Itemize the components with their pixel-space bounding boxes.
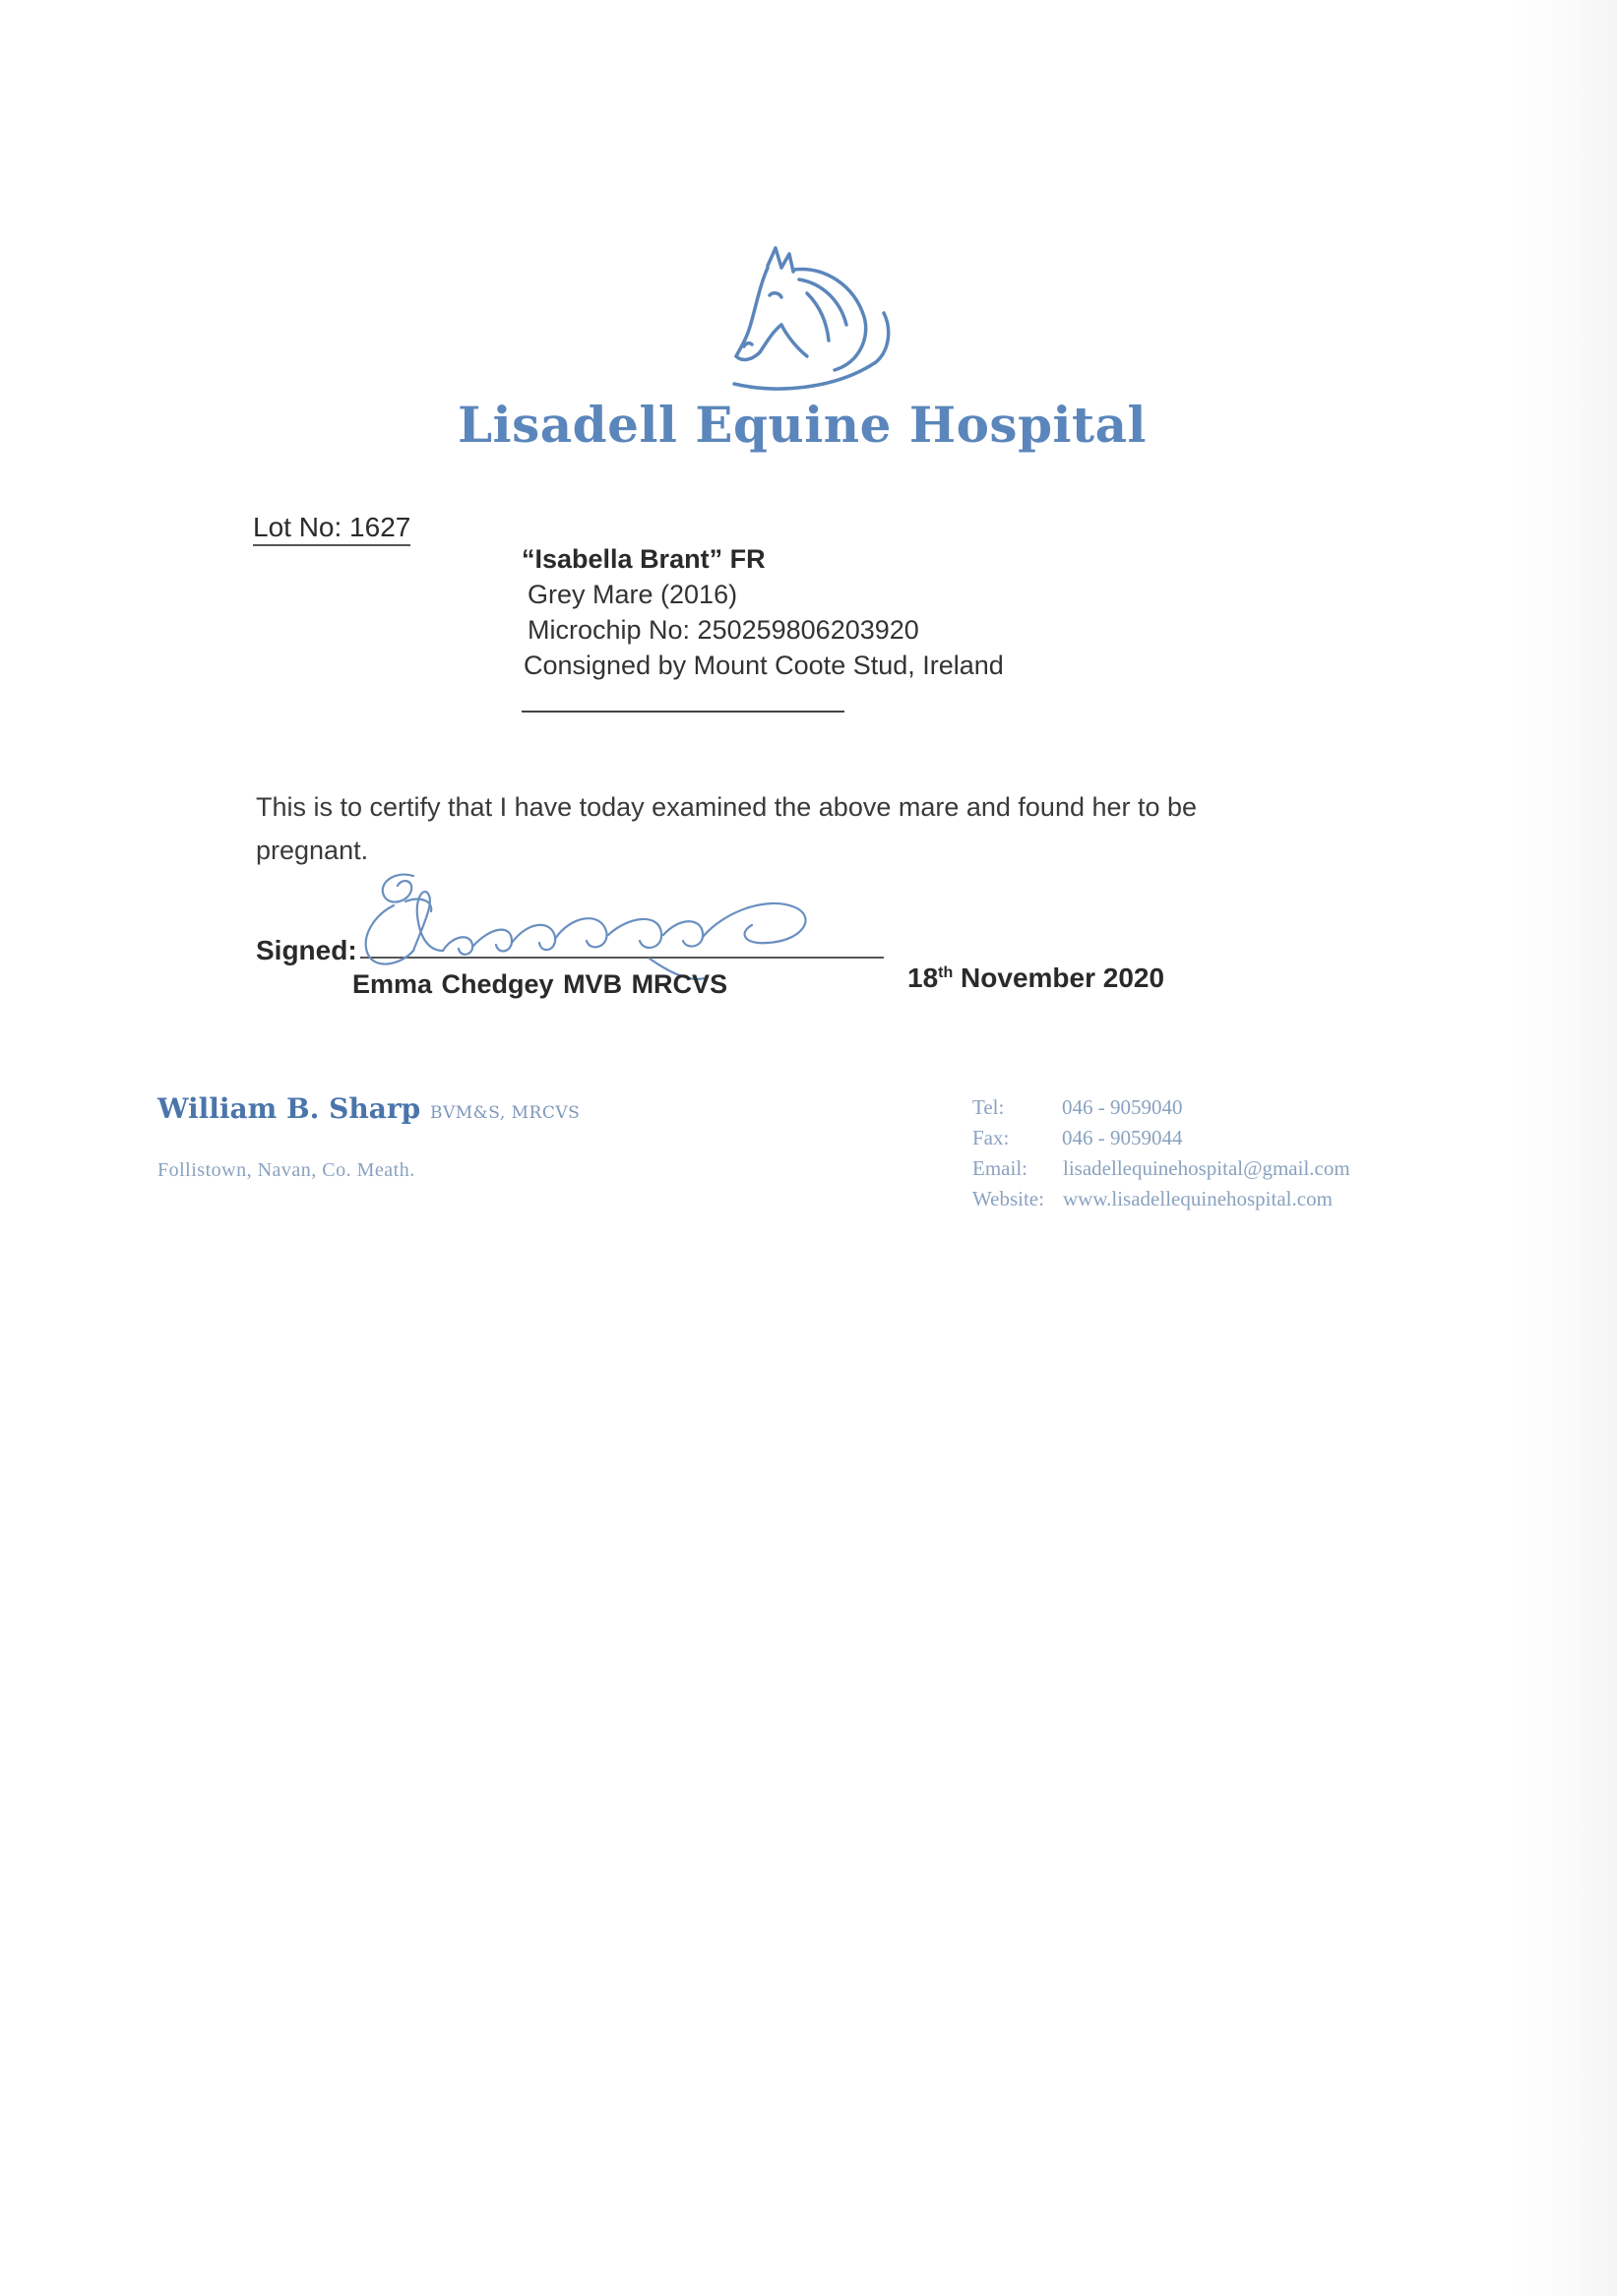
contact-label: Website:	[972, 1187, 1044, 1210]
contact-block	[972, 1092, 1350, 1214]
date-day: 18	[907, 962, 939, 993]
horse-head-logo-icon	[716, 246, 894, 394]
horse-details	[522, 541, 1004, 683]
signature-date	[907, 962, 1164, 994]
footer-address: Follistown, Navan, Co. Meath.	[157, 1159, 415, 1181]
consignor: Consigned by Mount Coote Stud, Ireland	[524, 651, 1004, 680]
date-month-year: November 2020	[953, 962, 1165, 993]
date-suffix: th	[938, 964, 954, 981]
lot-number: Lot No: 1627	[253, 512, 410, 546]
vet-name: William B. Sharp	[157, 1092, 421, 1125]
page-edge-shadow	[1509, 0, 1617, 2296]
horse-description: Grey Mare (2016)	[528, 580, 738, 609]
vet-qualifications: BVM&S, MRCVS	[429, 1103, 581, 1123]
contact-label: Email:	[972, 1156, 1027, 1180]
contact-label: Fax:	[972, 1126, 1010, 1149]
signed-label: Signed:	[256, 935, 357, 965]
contact-row-fax	[972, 1123, 1350, 1153]
contact-row-website	[972, 1184, 1350, 1214]
signer-name: Emma Chedgey MVB MRCVS	[352, 969, 728, 999]
hospital-name: Lisadell Equine Hospital	[457, 396, 1148, 454]
tel-value: 046 - 9059040	[1062, 1095, 1183, 1119]
email-link[interactable]: lisadellequinehospital@gmail.com	[1063, 1156, 1350, 1180]
website-link[interactable]: www.lisadellequinehospital.com	[1063, 1187, 1333, 1210]
contact-row-email	[972, 1153, 1350, 1184]
certificate-statement: This is to certify that I have today examined the above mare and found her to be pregnant.	[256, 792, 1198, 865]
details-divider	[522, 711, 844, 713]
microchip-number: Microchip No: 250259806203920	[528, 615, 919, 645]
footer-vet-name	[157, 1092, 580, 1125]
contact-label: Tel:	[972, 1095, 1005, 1119]
horse-name: “Isabella Brant” FR	[522, 544, 766, 574]
fax-value: 046 - 9059044	[1062, 1126, 1183, 1149]
contact-row-tel	[972, 1092, 1350, 1123]
